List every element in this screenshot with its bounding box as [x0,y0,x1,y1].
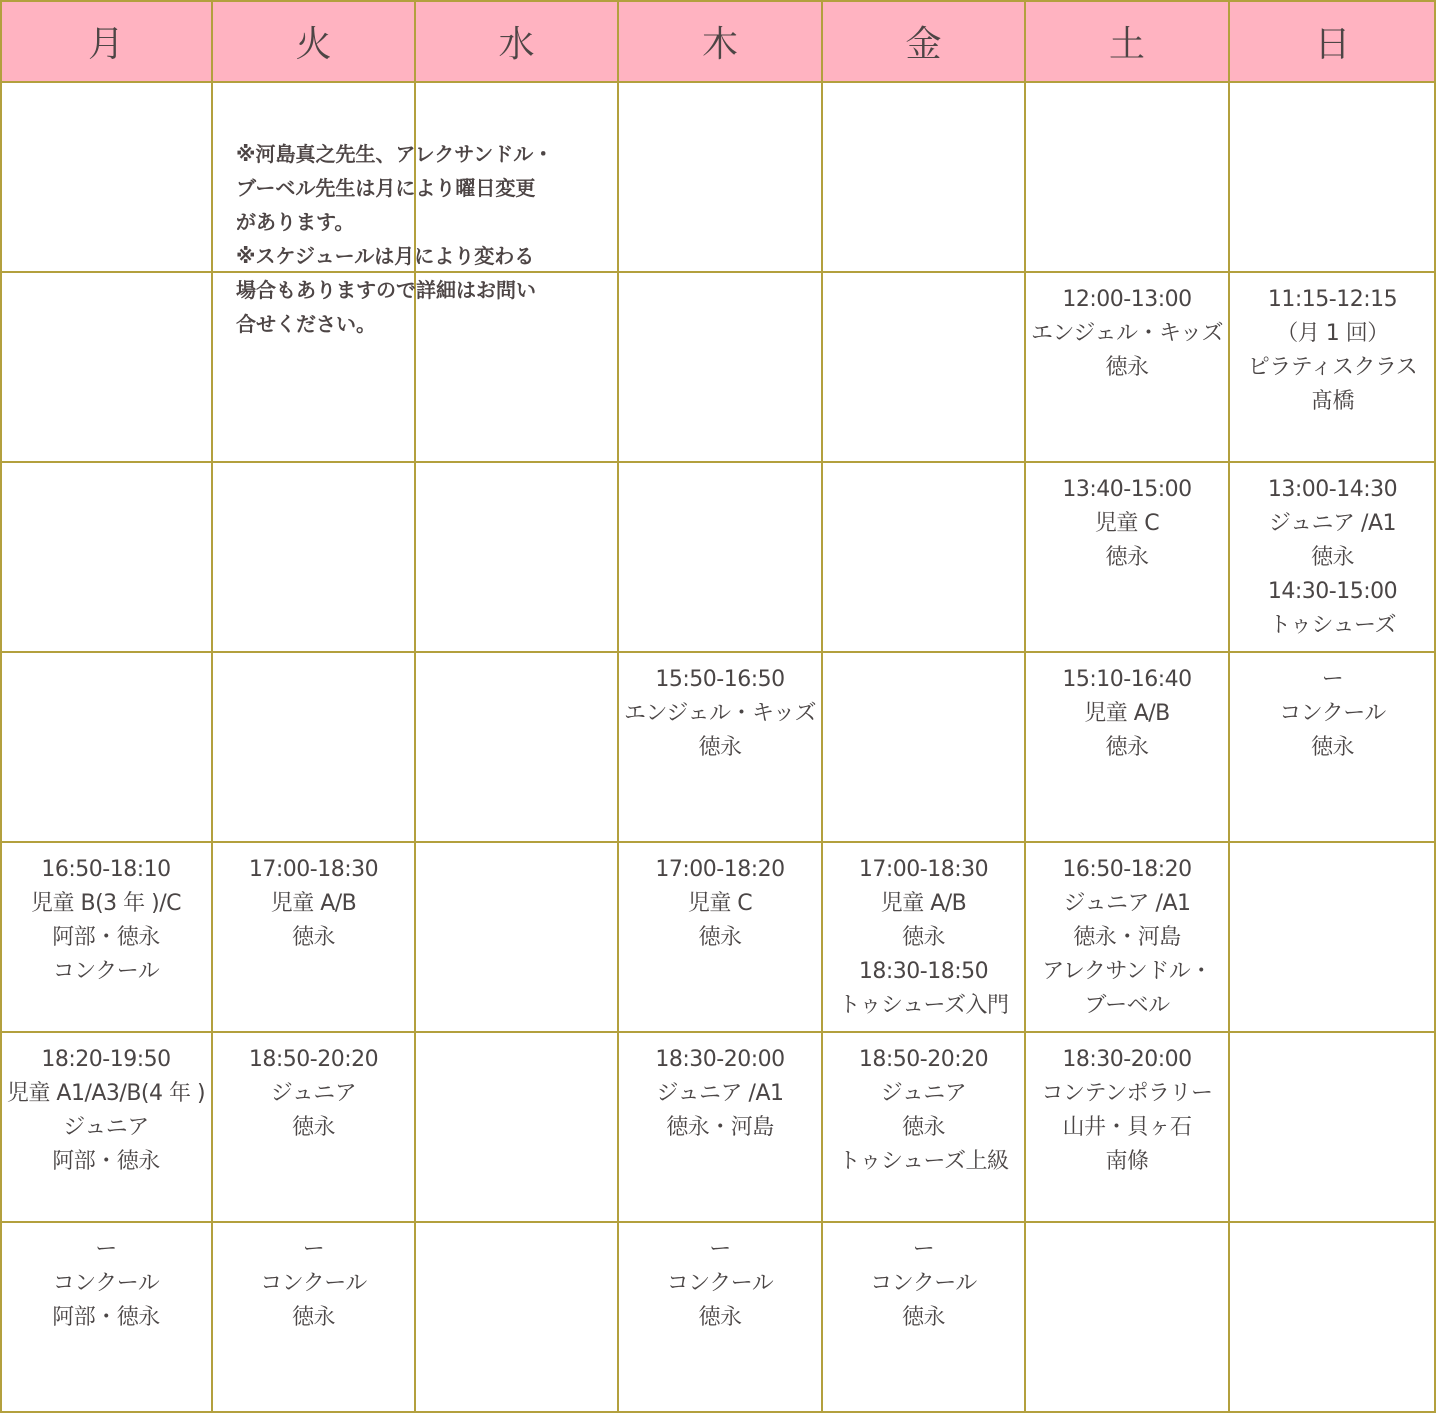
day-header: 日 [1314,23,1351,65]
notice-line: 場合もありますので詳細はお問い [236,278,536,302]
class-info-line: コンクール [870,1271,977,1296]
class-info-line: コンクール [1279,701,1386,726]
row-divider [0,1221,1436,1223]
class-info-line: 15:10-16:40 [1062,667,1192,692]
class-info-line: 児童 B(3 年 )/C [30,891,181,916]
class-info-line: 16:50-18:10 [41,857,171,882]
class-info-line: トゥシューズ [1269,613,1396,638]
class-info-line: 13:40-15:00 [1062,477,1192,502]
class-info-line: 14:30-15:00 [1267,579,1398,604]
class-info-line: 徳永 [901,925,945,950]
schedule-cell [1229,462,1436,652]
column-divider [1024,0,1026,1413]
column-divider [0,0,2,1413]
class-info-line: 18:50-20:20 [858,1047,989,1072]
class-info-line: コンクール [260,1271,367,1296]
day-header: 火 [295,23,332,65]
schedule-cell [415,842,618,1032]
schedule-cell [618,1032,822,1222]
class-info-line: 徳永 [901,1115,945,1140]
class-info-line: 18:50-20:20 [248,1047,379,1072]
schedule-cell [822,842,1025,1032]
class-info-line: 徳永・河島 [666,1115,774,1140]
schedule-cell [212,1222,415,1413]
class-info-line: 児童 A/B [880,891,967,916]
class-info-line: 徳永 [291,1115,335,1140]
class-info-line: 17:00-18:20 [655,857,785,882]
class-info-line: 18:30-20:00 [1062,1047,1192,1072]
schedule-cell [618,1222,822,1413]
class-info-line: 児童 C [687,891,753,916]
class-info-line: 徳永 [1105,355,1149,380]
class-info-line: 児童 A/B [270,891,357,916]
class-info-line: コンテンポラリー [1041,1081,1213,1106]
class-info-line: 徳永 [698,925,742,950]
column-divider [617,0,619,1413]
schedule-cell [415,1032,618,1222]
schedule-cell [1025,842,1229,1032]
class-info-line: （月 1 回） [1276,321,1389,346]
day-header: 水 [498,23,535,65]
class-info-line: 南條 [1105,1149,1149,1174]
class-info-line: 徳永 [698,1305,742,1330]
class-info-line: エンジェル・キッズ [623,701,817,726]
day-header: 月 [87,23,124,65]
schedule-cell [1025,272,1229,462]
class-info-line: アレクサンドル・ [1042,959,1212,984]
schedule-cell [0,1032,212,1222]
class-info-line: エンジェル・キッズ [1030,321,1224,346]
column-divider [211,0,213,1413]
column-divider [1228,0,1230,1413]
class-info-line: 17:00-18:30 [858,857,989,882]
class-info-line: ー [302,1237,325,1262]
class-info-line: 18:30-20:00 [655,1047,785,1072]
class-info-line: 阿部・徳永 [52,1149,160,1174]
row-divider [0,841,1436,843]
schedule-cell [1025,462,1229,652]
schedule-cell [1229,82,1436,272]
notice-line: 合せください。 [236,312,376,336]
class-info-line: ピラティスクラス [1247,355,1418,380]
schedule-cell [618,842,822,1032]
schedule-cell [1229,1222,1436,1413]
schedule-cell [415,652,618,842]
notice-line: があります。 [236,210,355,234]
class-info-line: ジュニア /A1 [1268,511,1396,536]
column-divider [821,0,823,1413]
schedule-cell [618,652,822,842]
schedule-cell [822,1222,1025,1413]
class-info-line: ジュニア [270,1081,357,1106]
class-info-line: ー [912,1237,935,1262]
class-info-line: コンクール [52,1271,160,1296]
class-info-line: 17:00-18:30 [248,857,379,882]
class-info-line: ブーベル [1084,993,1170,1018]
day-header: 金 [905,23,942,65]
class-info-line: ジュニア /A1 [656,1081,784,1106]
class-info-line: 13:00-14:30 [1267,477,1398,502]
class-info-line: 阿部・徳永 [52,925,160,950]
class-info-line: コンクール [52,959,160,984]
class-info-line: ー [95,1237,117,1262]
class-info-line: 12:00-13:00 [1062,287,1192,312]
schedule-cell [822,652,1025,842]
class-info-line: ジュニア /A1 [1063,891,1191,916]
schedule-cell [212,1032,415,1222]
class-info-line: ー [1321,667,1344,692]
class-info-line: 髙橋 [1310,389,1354,414]
notice-line: ※河島真之先生、アレクサンドル・ [236,142,554,166]
schedule-cell [0,1222,212,1413]
schedule-cell [1025,1222,1229,1413]
class-info-line: 児童 A1/A3/B(4 年 ) [6,1081,206,1106]
day-header: 木 [701,23,738,65]
row-divider [0,1031,1436,1033]
class-info-line: 山井・貝ヶ石 [1062,1115,1192,1140]
class-info-line: 徳永 [1105,545,1149,570]
notice-line: ※スケジュールは月により変わる [236,244,535,268]
day-header: 土 [1108,23,1145,65]
class-info-line: 徳永 [1310,545,1354,570]
schedule-cell [212,842,415,1032]
notice-line: ブーベル先生は月により曜日変更 [236,176,536,200]
schedule-cell [415,1222,618,1413]
schedule-cell [1229,1032,1436,1222]
schedule-cell [618,462,822,652]
class-info-line: 徳永 [901,1305,945,1330]
schedule-cell [822,82,1025,272]
row-divider [0,461,1436,463]
class-info-line: 徳永 [291,1305,335,1330]
schedule-cell [1229,842,1436,1032]
schedule-cell [618,82,822,272]
schedule-cell [822,272,1025,462]
row-divider [0,0,1436,2]
schedule-cell [822,1032,1025,1222]
row-divider [0,81,1436,83]
class-info-line: 徳永 [1105,735,1149,760]
class-info-line: 18:20-19:50 [41,1047,171,1072]
row-divider [0,651,1436,653]
class-info-line: 徳永 [291,925,335,950]
schedule-cell [0,272,212,462]
schedule-cell [212,462,415,652]
schedule-cell [1229,652,1436,842]
class-info-line: ジュニア [63,1115,149,1140]
class-info-line: 16:50-18:20 [1062,857,1192,882]
class-info-line: 児童 A/B [1084,701,1170,726]
schedule-cell [1025,1032,1229,1222]
schedule-cell [618,272,822,462]
class-info-line: 11:15-12:15 [1267,287,1398,312]
schedule-cell [212,652,415,842]
class-info-line: 徳永・河島 [1073,925,1181,950]
schedule-cell [0,82,212,272]
schedule-notice [236,137,596,341]
schedule-cell [0,842,212,1032]
class-info-line: 18:30-18:50 [858,959,989,984]
class-info-line: ジュニア [880,1081,967,1106]
class-info-line: コンクール [666,1271,774,1296]
schedule-cell [0,462,212,652]
schedule-cell [0,652,212,842]
class-info-line: 徳永 [698,735,742,760]
schedule-cell [415,462,618,652]
class-info-line: 阿部・徳永 [52,1305,160,1330]
row-divider [0,271,1436,273]
class-info-line: トゥシューズ上級 [838,1149,1009,1174]
schedule-cell [1025,652,1229,842]
class-info-line: 徳永 [1310,735,1354,760]
class-info-line: 15:50-16:50 [655,667,785,692]
schedule-cell [1025,82,1229,272]
class-info-line: 児童 C [1094,511,1160,536]
schedule-cell [1229,272,1436,462]
class-info-line: トゥシューズ入門 [838,993,1009,1018]
class-info-line: ー [709,1237,731,1262]
schedule-cell [822,462,1025,652]
